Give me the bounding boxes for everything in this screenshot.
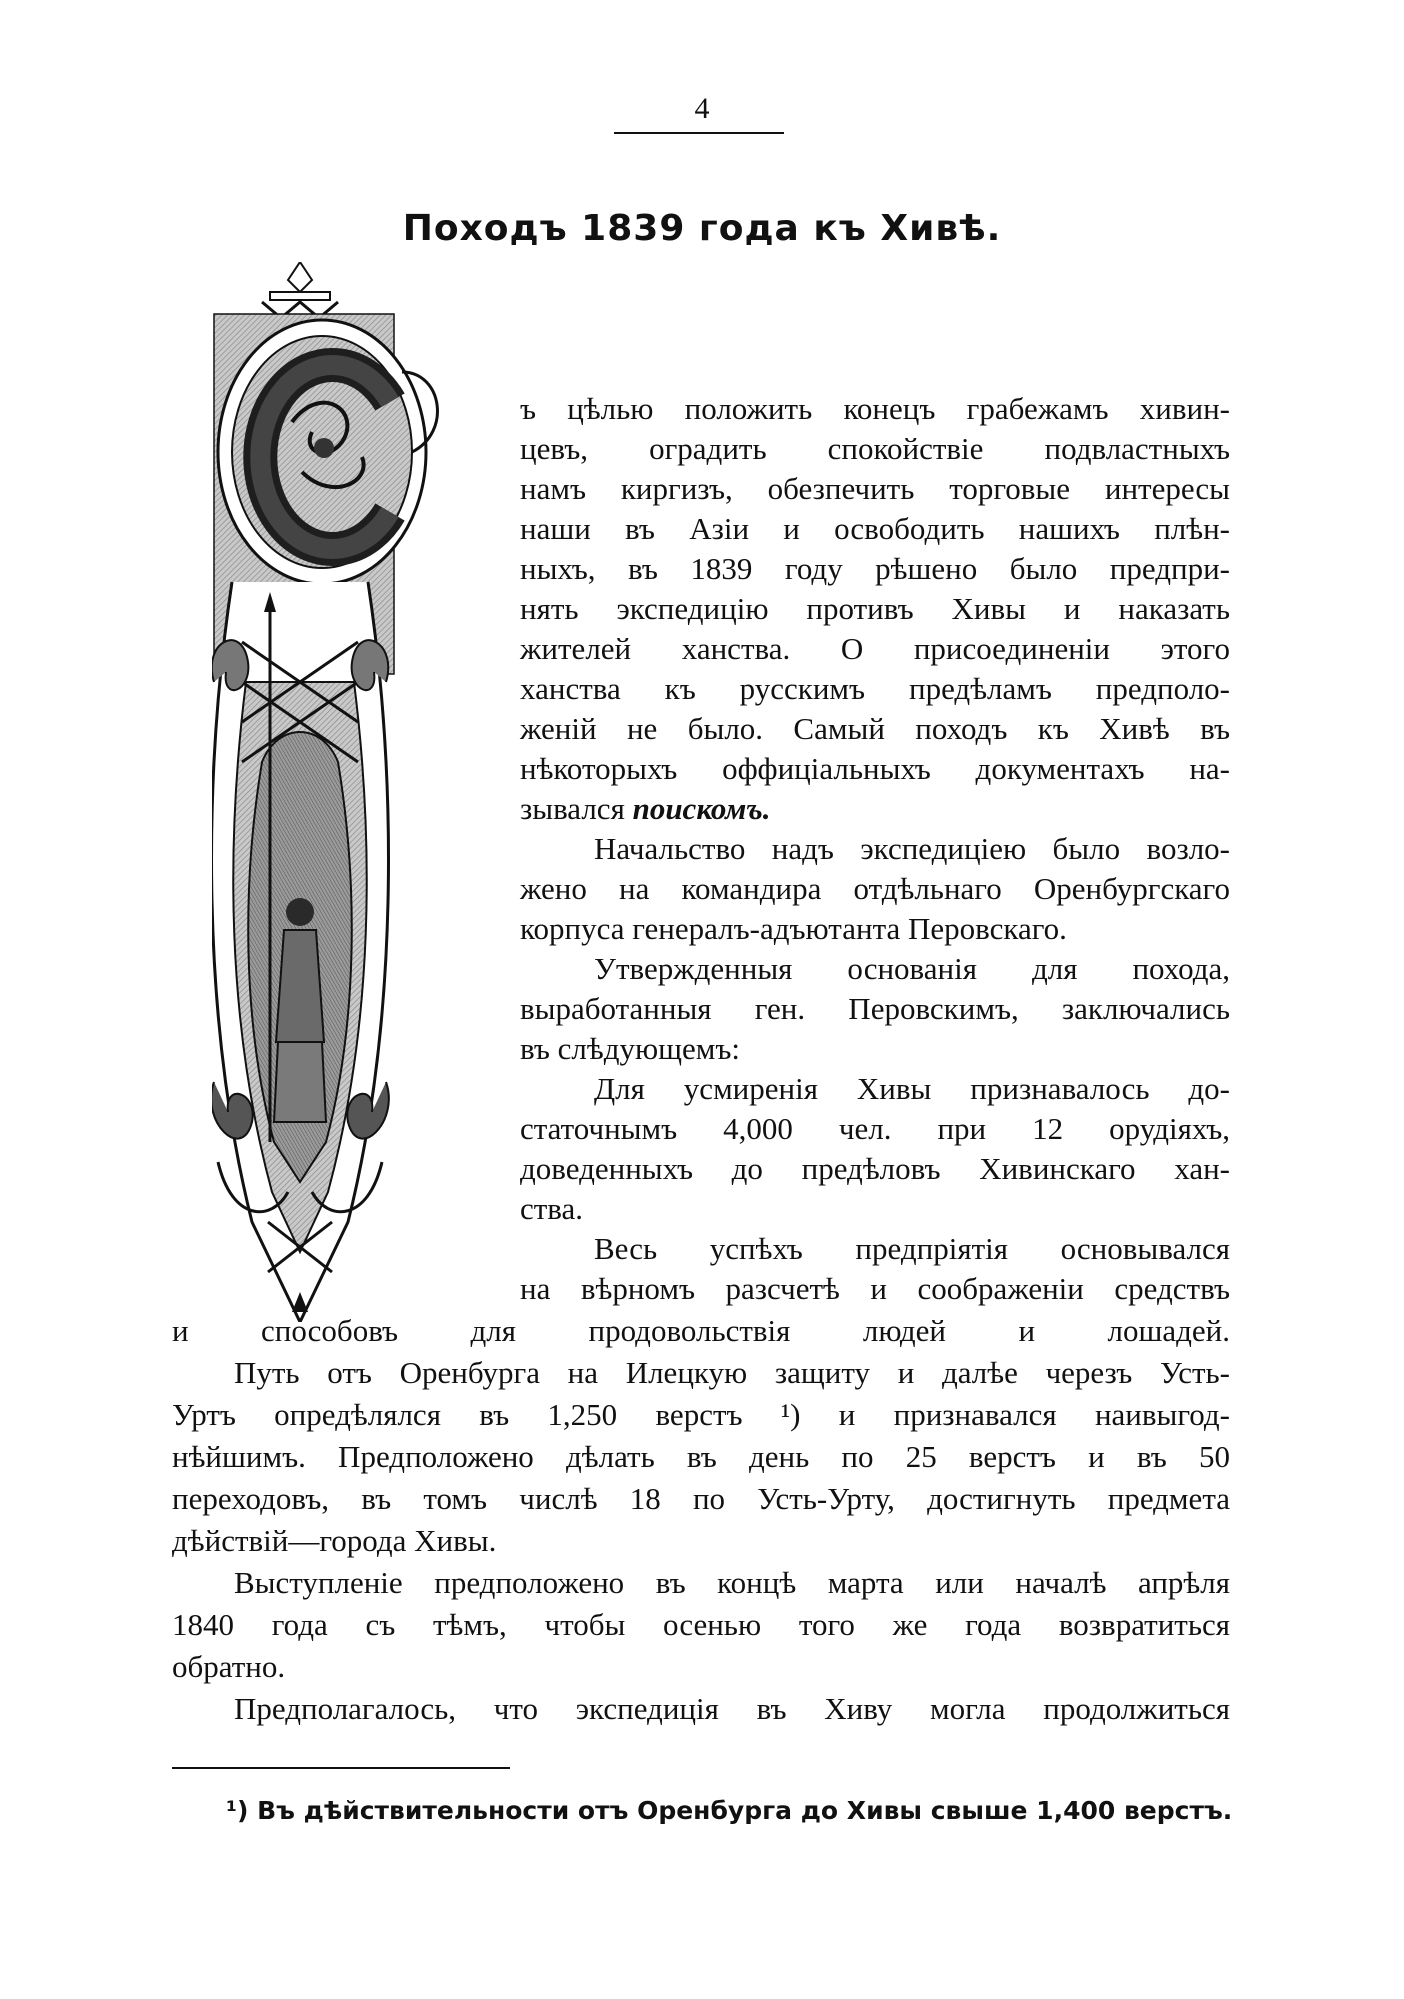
text-line: на вѣрномъ разсчетѣ и соображеніи средствъ xyxy=(520,1271,1230,1306)
text-line: наши въ Азіи и освободить нашихъ плѣн- xyxy=(520,511,1230,546)
text-line: доведенныхъ до предѣловъ Хивинскаго хан- xyxy=(520,1151,1230,1186)
text-line: нѣкоторыхъ оффиціальныхъ документахъ на- xyxy=(520,751,1230,786)
text-line: выработанныя ген. Перовскимъ, заключались xyxy=(520,991,1230,1026)
text-line: Путь отъ Оренбурга на Илецкую защиту и далѣе черезъ Усть- xyxy=(234,1355,1230,1390)
text-line: Утвержденныя основанія для похода, xyxy=(594,951,1230,986)
text-line: намъ киргизъ, обезпечить торговые интересы xyxy=(520,471,1230,506)
text-line: Для усмиренія Хивы признавалось до- xyxy=(594,1071,1230,1106)
text-line: ханства къ русскимъ предѣламъ предполо- xyxy=(520,671,1230,706)
text-line: нѣйшимъ. Предположено дѣлать въ день по 25 верстъ и въ 50 xyxy=(172,1439,1230,1474)
text-span: зывался xyxy=(520,791,625,826)
text-line: нять экспедицію противъ Хивы и наказать xyxy=(520,591,1230,626)
text-line: жено на командира отдѣльнаго Оренбургскаго xyxy=(520,871,1230,906)
chapter-title: Походъ 1839 года къ Хивѣ. xyxy=(402,208,1002,249)
text-line: въ слѣдующемъ: xyxy=(520,1031,741,1066)
text-line: ныхъ, въ 1839 году рѣшено было предпри- xyxy=(520,551,1230,586)
text-line xyxy=(520,790,1230,828)
text-line: переходовъ, въ томъ числѣ 18 по Усть-Урту, достигнуть предмета xyxy=(172,1481,1230,1516)
text-line: жителей ханства. О присоединеніи этого xyxy=(520,631,1230,666)
text-line: дѣйствій—города Хивы. xyxy=(172,1523,497,1558)
footnote-rule xyxy=(172,1767,510,1769)
page-number-rule xyxy=(614,132,784,134)
decorated-initial-letter xyxy=(212,262,508,1322)
page-number: 4 xyxy=(694,92,710,125)
text-line: и способовъ для продовольствія людей и лошадей. xyxy=(172,1313,1230,1348)
text-line: ъ цѣлью положить конецъ грабежамъ хивин- xyxy=(520,391,1230,426)
text-line: корпуса генералъ-адъютанта Перовскаго. xyxy=(520,911,1067,946)
text-line: Выступленіе предположено въ концѣ марта или началѣ апрѣля xyxy=(234,1565,1230,1600)
emphasized-word: поискомъ. xyxy=(632,791,771,826)
text-line: цевъ, оградить спокойствіе подвластныхъ xyxy=(520,431,1230,466)
footnote: ¹) Въ дѣйствительности отъ Оренбурга до Хивы свыше 1,400 верстъ. xyxy=(226,1796,1233,1825)
text-line: Весь успѣхъ предпріятія основывался xyxy=(594,1231,1230,1266)
text-line: женій не было. Самый походъ къ Хивѣ въ xyxy=(520,711,1230,746)
text-line: Уртъ опредѣлялся въ 1,250 верстъ ¹) и признавался наивыгод- xyxy=(172,1397,1230,1432)
text-line: ства. xyxy=(520,1191,584,1226)
text-line: Начальство надъ экспедиціею было возло- xyxy=(594,831,1230,866)
text-line: статочнымъ 4,000 чел. при 12 орудіяхъ, xyxy=(520,1111,1230,1146)
text-line: 1840 года съ тѣмъ, чтобы осенью того же года возвратиться xyxy=(172,1607,1230,1642)
text-line: обратно. xyxy=(172,1649,286,1684)
text-line: Предполагалось, что экспедиція въ Хиву могла продолжиться xyxy=(234,1691,1230,1726)
